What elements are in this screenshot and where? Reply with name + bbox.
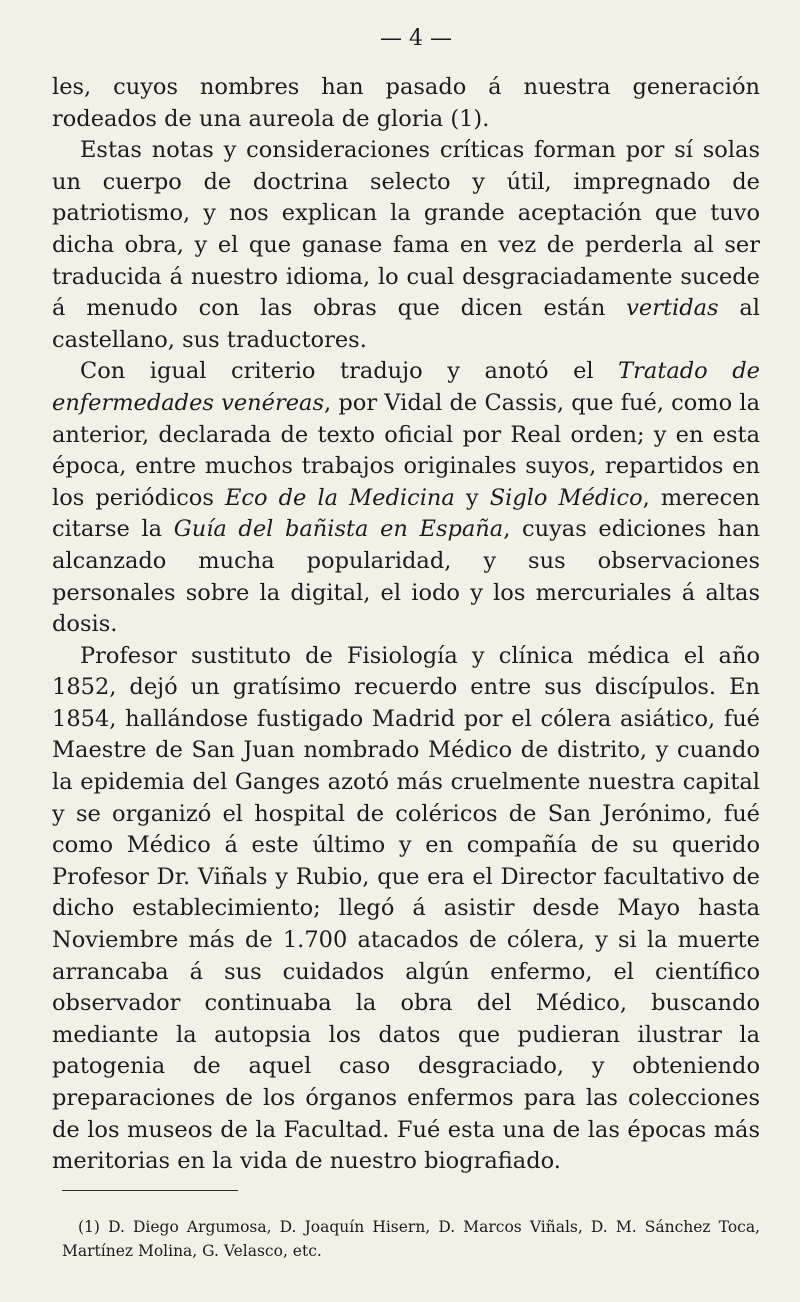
text-run: , por Vidal de Cassis, que fué, como la anterior, declarada de texto oficial por Real orden; y en esta época, entre muchos trabajos originales suyos, repartidos en los periódicos <box>52 389 760 511</box>
text-run: les, cuyos nombres han pasado á nuestra generación rodeados de una aureola de gloria (1). <box>52 74 760 132</box>
text-run: Estas notas y consideraciones críticas forman por sí solas un cuerpo de doctrina selecto y útil, impregnado de patriotismo, y nos explican la grande aceptación que tuvo dicha obra, y el que ganase fama en vez de perderla al ser traducida á nuestro idioma, lo cual desgraciadamente sucede á menudo con las obras que dicen están <box>52 137 760 322</box>
italic-text: Eco de la Medicina <box>224 484 455 511</box>
paragraph <box>52 72 760 135</box>
text-run: al castellano, sus traductores. <box>52 295 761 353</box>
paragraph <box>52 135 760 356</box>
italic-text: Siglo Médico <box>489 484 643 511</box>
paragraph <box>52 356 760 640</box>
footnote: (1) D. Diego Argumosa, D. Joaquín Hisern, D. Marcos Viñals, D. M. Sánchez Toca, Martínez Molina, G. Velasco, etc. <box>62 1218 760 1260</box>
italic-text: Tratado de enfermedades venéreas <box>52 358 760 416</box>
page-number: — 4 — <box>380 26 452 51</box>
text-run: y <box>454 484 490 511</box>
paragraph <box>52 641 760 1178</box>
text-run: , merecen citarse la <box>52 484 761 543</box>
text-run: Profesor sustituto de Fisiología y clínica médica el año 1852, dejó un gratísimo recuerdo entre sus discípulos. En 1854, hallándose fustigado Madrid por el cólera asiático, fué Maestre de San Juan nombrado Médico de distrito, y cuando la epidemia del Ganges azotó más cruelmente nuestra capital y se organizó el hospital de coléricos de San Jerónimo, fué como Médico á este último y en compañía de su querido Profesor Dr. Viñals y Rubio, que era el Director facultativo de dicho establecimiento; llegó á asistir desde Mayo hasta Noviembre más de 1.700 atacados de cólera, y si la muerte arrancaba á sus cuidados algún enfermo, el científico observador continuaba la obra del Médico, buscando mediante la autopsia los datos que pudieran ilustrar la patogenia de aquel caso desgraciado, y obteniendo preparaciones de los órganos enfermos para las colecciones de los museos de la Facultad. Fué esta una de las épocas más meritorias en la vida de nuestro biografiado. <box>52 642 760 1175</box>
italic-text: Guía del bañista en España <box>173 516 504 543</box>
text-run: Con igual criterio tradujo y anotó el <box>80 358 619 385</box>
footnote-divider <box>62 1190 238 1191</box>
italic-text: vertidas <box>626 295 719 322</box>
body-text <box>52 72 760 1178</box>
text-run: , cuyas ediciones han alcanzado mucha popularidad, y sus observaciones personales sobre la digital, el iodo y los mercuriales á altas dosis. <box>52 516 760 638</box>
